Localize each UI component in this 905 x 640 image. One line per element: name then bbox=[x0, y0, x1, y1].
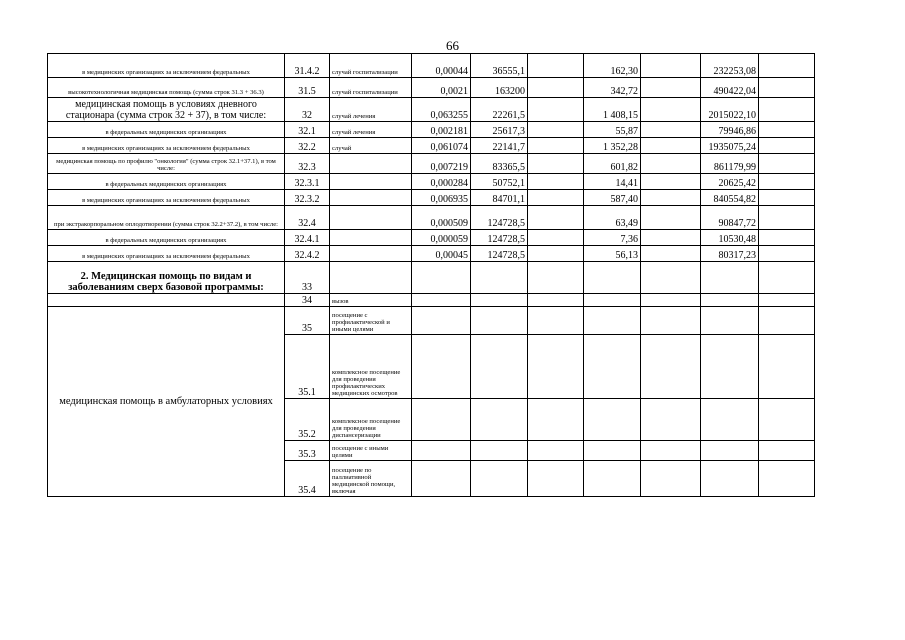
row-cost: 84701,1 bbox=[471, 190, 528, 206]
empty-cell bbox=[584, 262, 641, 294]
row-code: 32.1 bbox=[285, 122, 330, 138]
row-norm: 0,00045 bbox=[412, 246, 471, 262]
row-code: 35.2 bbox=[285, 399, 330, 441]
empty-cell bbox=[412, 461, 471, 497]
section-row bbox=[48, 262, 815, 294]
row-empty bbox=[528, 78, 584, 98]
section-code: 33 bbox=[285, 262, 330, 294]
row-total: 79946,86 bbox=[701, 122, 759, 138]
row-name: медицинская помощь в условиях дневного стационара (сумма строк 32 + 37), в том числе: bbox=[48, 98, 285, 122]
row-empty bbox=[528, 138, 584, 154]
row-code: 32.4.1 bbox=[285, 230, 330, 246]
row-empty bbox=[641, 54, 701, 78]
empty-cell bbox=[584, 399, 641, 441]
empty-cell bbox=[641, 461, 701, 497]
empty-cell bbox=[759, 399, 815, 441]
empty-cell bbox=[641, 441, 701, 461]
row-code: 35.4 bbox=[285, 461, 330, 497]
row-unit: посещение по паллиативной медицинской помощи, включая bbox=[330, 461, 412, 497]
row-name: медицинская помощь по профилю "онкология" (сумма строк 32.1+37.1), в том числе: bbox=[48, 154, 285, 174]
row-total: 861179,99 bbox=[701, 154, 759, 174]
empty-cell bbox=[584, 294, 641, 307]
table-row bbox=[48, 122, 815, 138]
row-norm: 0,007219 bbox=[412, 154, 471, 174]
row-cost: 50752,1 bbox=[471, 174, 528, 190]
row-cost: 22141,7 bbox=[471, 138, 528, 154]
row-empty bbox=[759, 154, 815, 174]
empty-cell bbox=[641, 294, 701, 307]
row-per-capita: 56,13 bbox=[584, 246, 641, 262]
row-empty bbox=[528, 190, 584, 206]
row-empty bbox=[528, 174, 584, 190]
row-unit bbox=[330, 154, 412, 174]
empty-cell bbox=[701, 461, 759, 497]
row-empty bbox=[528, 122, 584, 138]
row-norm: 0,002181 bbox=[412, 122, 471, 138]
row-code: 32.4 bbox=[285, 206, 330, 230]
row-unit: случай госпитализации bbox=[330, 78, 412, 98]
empty-cell bbox=[528, 461, 584, 497]
empty-cell bbox=[471, 307, 528, 335]
row-unit: случай bbox=[330, 138, 412, 154]
row-name: в медицинских организациях за исключением федеральных bbox=[48, 190, 285, 206]
row-code: 35 bbox=[285, 307, 330, 335]
empty-cell bbox=[759, 307, 815, 335]
table-row bbox=[48, 246, 815, 262]
table-row bbox=[48, 78, 815, 98]
empty-cell bbox=[641, 335, 701, 399]
row-code: 32.4.2 bbox=[285, 246, 330, 262]
row-empty bbox=[759, 190, 815, 206]
empty-cell bbox=[330, 262, 412, 294]
row-per-capita: 601,82 bbox=[584, 154, 641, 174]
row-code: 31.5 bbox=[285, 78, 330, 98]
row-empty bbox=[641, 98, 701, 122]
table-row bbox=[48, 154, 815, 174]
row-per-capita: 14,41 bbox=[584, 174, 641, 190]
row-code: 34 bbox=[285, 294, 330, 307]
empty-cell bbox=[528, 262, 584, 294]
empty-cell bbox=[701, 399, 759, 441]
row-per-capita: 1 352,28 bbox=[584, 138, 641, 154]
row-name: в федеральных медицинских организациях bbox=[48, 122, 285, 138]
row-cost: 124728,5 bbox=[471, 230, 528, 246]
row-unit: посещение с иными целями bbox=[330, 441, 412, 461]
row-empty bbox=[759, 138, 815, 154]
row-empty bbox=[641, 174, 701, 190]
row-total: 20625,42 bbox=[701, 174, 759, 190]
row-cost: 25617,3 bbox=[471, 122, 528, 138]
row-code: 35.1 bbox=[285, 335, 330, 399]
row-total: 2015022,10 bbox=[701, 98, 759, 122]
section-title: 2. Медицинская помощь по видам и заболеваниям сверх базовой программы: bbox=[48, 262, 285, 294]
row-norm: 0,006935 bbox=[412, 190, 471, 206]
row-code: 32 bbox=[285, 98, 330, 122]
table-row bbox=[48, 98, 815, 122]
row-per-capita: 55,87 bbox=[584, 122, 641, 138]
empty-cell bbox=[412, 399, 471, 441]
empty-cell bbox=[759, 294, 815, 307]
table-row bbox=[48, 307, 815, 335]
row-unit bbox=[330, 246, 412, 262]
row-empty bbox=[759, 122, 815, 138]
row-empty bbox=[759, 206, 815, 230]
row-name: в медицинских организациях за исключением федеральных bbox=[48, 246, 285, 262]
row-unit: случай госпитализации bbox=[330, 54, 412, 78]
empty-cell bbox=[641, 262, 701, 294]
empty-cell bbox=[412, 441, 471, 461]
row-cost: 124728,5 bbox=[471, 246, 528, 262]
row-unit bbox=[330, 174, 412, 190]
table-row bbox=[48, 294, 815, 307]
row-empty bbox=[641, 190, 701, 206]
row-per-capita: 63,49 bbox=[584, 206, 641, 230]
row-unit: случай лечения bbox=[330, 98, 412, 122]
row-name: в федеральных медицинских организациях bbox=[48, 174, 285, 190]
row-norm: 0,000509 bbox=[412, 206, 471, 230]
table-row bbox=[48, 230, 815, 246]
row-norm: 0,063255 bbox=[412, 98, 471, 122]
row-code: 32.3.1 bbox=[285, 174, 330, 190]
tariff-table bbox=[47, 53, 815, 497]
row-code: 35.3 bbox=[285, 441, 330, 461]
empty-cell bbox=[759, 262, 815, 294]
row-empty bbox=[759, 174, 815, 190]
row-empty bbox=[528, 54, 584, 78]
empty-cell bbox=[528, 441, 584, 461]
empty-cell bbox=[471, 335, 528, 399]
row-code: 32.2 bbox=[285, 138, 330, 154]
row-cost: 22261,5 bbox=[471, 98, 528, 122]
empty-cell bbox=[584, 307, 641, 335]
row-per-capita: 7,36 bbox=[584, 230, 641, 246]
empty-cell bbox=[528, 399, 584, 441]
row-empty bbox=[641, 78, 701, 98]
empty-cell bbox=[701, 307, 759, 335]
table-row bbox=[48, 138, 815, 154]
empty-cell bbox=[412, 307, 471, 335]
empty-cell bbox=[641, 307, 701, 335]
row-total: 10530,48 bbox=[701, 230, 759, 246]
row-code: 32.3 bbox=[285, 154, 330, 174]
empty-cell bbox=[701, 335, 759, 399]
empty-cell bbox=[759, 335, 815, 399]
ambulatory-title: медицинская помощь в амбулаторных условиях bbox=[48, 307, 285, 497]
empty-cell bbox=[528, 307, 584, 335]
empty-cell bbox=[584, 461, 641, 497]
row-per-capita: 587,40 bbox=[584, 190, 641, 206]
row-cost: 36555,1 bbox=[471, 54, 528, 78]
row-norm: 0,0021 bbox=[412, 78, 471, 98]
row-empty bbox=[528, 98, 584, 122]
row-empty bbox=[528, 246, 584, 262]
empty-cell bbox=[471, 399, 528, 441]
empty-cell bbox=[701, 441, 759, 461]
empty-cell bbox=[701, 262, 759, 294]
empty-cell bbox=[471, 461, 528, 497]
row-unit: случай лечения bbox=[330, 122, 412, 138]
empty-cell bbox=[471, 441, 528, 461]
empty-cell bbox=[584, 441, 641, 461]
row-name: в федеральных медицинских организациях bbox=[48, 230, 285, 246]
row-empty bbox=[759, 98, 815, 122]
row-empty bbox=[528, 206, 584, 230]
row-cost: 83365,5 bbox=[471, 154, 528, 174]
table-row bbox=[48, 206, 815, 230]
empty-cell bbox=[412, 262, 471, 294]
empty-cell bbox=[759, 441, 815, 461]
empty-cell bbox=[759, 461, 815, 497]
row-empty bbox=[759, 78, 815, 98]
row-norm: 0,061074 bbox=[412, 138, 471, 154]
empty-cell bbox=[48, 294, 285, 307]
row-unit: вызов bbox=[330, 294, 412, 307]
row-name: при экстракорпоральном оплодотворении (сумма строк 32.2+37.2), в том числе: bbox=[48, 206, 285, 230]
row-per-capita: 162,30 bbox=[584, 54, 641, 78]
row-name: в медицинских организациях за исключением федеральных bbox=[48, 54, 285, 78]
row-total: 1935075,24 bbox=[701, 138, 759, 154]
row-total: 840554,82 bbox=[701, 190, 759, 206]
row-empty bbox=[759, 230, 815, 246]
row-unit bbox=[330, 206, 412, 230]
row-unit bbox=[330, 230, 412, 246]
row-unit: посещение с профилактической и иными целями bbox=[330, 307, 412, 335]
row-empty bbox=[528, 230, 584, 246]
row-unit: комплексное посещение для проведения профилактических медицинских осмотров bbox=[330, 335, 412, 399]
table-row bbox=[48, 190, 815, 206]
row-total: 90847,72 bbox=[701, 206, 759, 230]
page-number: 66 bbox=[446, 38, 459, 53]
row-code: 31.4.2 bbox=[285, 54, 330, 78]
row-empty bbox=[641, 154, 701, 174]
row-cost: 163200 bbox=[471, 78, 528, 98]
row-empty bbox=[759, 54, 815, 78]
row-empty bbox=[759, 246, 815, 262]
empty-cell bbox=[528, 335, 584, 399]
empty-cell bbox=[412, 335, 471, 399]
row-empty bbox=[641, 206, 701, 230]
table-row bbox=[48, 54, 815, 78]
row-per-capita: 1 408,15 bbox=[584, 98, 641, 122]
empty-cell bbox=[412, 294, 471, 307]
row-norm: 0,000284 bbox=[412, 174, 471, 190]
empty-cell bbox=[641, 399, 701, 441]
row-empty bbox=[528, 154, 584, 174]
row-unit bbox=[330, 190, 412, 206]
row-norm: 0,000059 bbox=[412, 230, 471, 246]
row-total: 232253,08 bbox=[701, 54, 759, 78]
row-total: 80317,23 bbox=[701, 246, 759, 262]
row-name: в медицинских организациях за исключением федеральных bbox=[48, 138, 285, 154]
row-code: 32.3.2 bbox=[285, 190, 330, 206]
empty-cell bbox=[471, 262, 528, 294]
row-cost: 124728,5 bbox=[471, 206, 528, 230]
table-row bbox=[48, 174, 815, 190]
row-empty bbox=[641, 122, 701, 138]
empty-cell bbox=[528, 294, 584, 307]
row-unit: комплексное посещение для проведения диспансеризации bbox=[330, 399, 412, 441]
row-empty bbox=[641, 230, 701, 246]
row-norm: 0,00044 bbox=[412, 54, 471, 78]
row-total: 490422,04 bbox=[701, 78, 759, 98]
row-per-capita: 342,72 bbox=[584, 78, 641, 98]
row-empty bbox=[641, 138, 701, 154]
empty-cell bbox=[701, 294, 759, 307]
empty-cell bbox=[471, 294, 528, 307]
row-empty bbox=[641, 246, 701, 262]
empty-cell bbox=[584, 335, 641, 399]
row-name: высокотехнологичная медицинская помощь (сумма строк 31.3 + 36.3) bbox=[48, 78, 285, 98]
